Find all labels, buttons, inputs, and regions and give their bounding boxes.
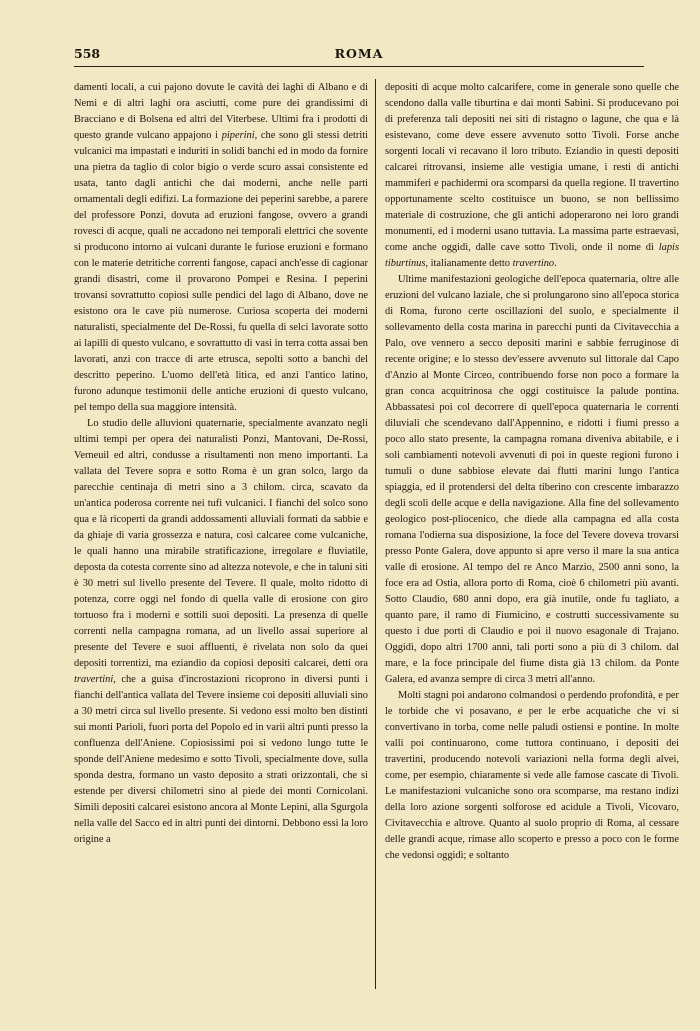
page-header bbox=[74, 46, 644, 66]
text-run: Lo studio delle alluvioni quaternarie, specialmente avanzato negli ultimi tempi per opera dei naturalisti Ponzi, Mantovani, De-Rossi, Verneuil ed altri, condusse a risultamenti non meno importanti. La vallata del Tevere sopra e sotto Roma è un gran solco, largo da parecchie centinaja di metri sino a 3 chilom. circa, scavato da un'antica poderosa corrente nei tufi vulcanici. I fianchi del solco sono qua e là ricoperti da grandi addossamenti alluviali formati da sabbie e da ghiaje di varia grossezza e natura, così calcaree come vulcaniche, le quali hanno una mirabile stratificazione, irregolare e fluviatile, deposta da cotesta corrente sino ad altezza notevole, e che in taluni siti è 30 metri sul livello presente del Tevere. Il quale, molto ridotto di potenza, corre oggi nel fondo di quella valle di erosione con giro tortuoso fra i moderni e sottili suoi depositi. La presenza di quelle correnti nella campagna romana, ad un livello assai superiore al presente del Tevere e suoi affluenti, è rivelata non solo da quei depositi torrentizi, ma eziandio da copiosi depositi calcarei, detti ora bbox=[74, 418, 368, 669]
paragraph bbox=[74, 416, 368, 848]
running-title: ROMA bbox=[334, 46, 384, 61]
left-text-column bbox=[74, 80, 368, 848]
text-run: . bbox=[554, 258, 557, 269]
text-run: , che sono gli stessi detriti vulcanici ma impastati e induriti in solidi banchi ed in modo da fornire una pietra da taglio di color bigio o verde scuro assai consistente ed usata, tanto dagli antichi che dai moderni, anche nelle parti ornamentali degli edifizi. La formazione dei peperini sarebbe, a parere del professore Ponzi, dovuta ad eruzioni fangose, ovvero a grandi rovesci di acque, quali ne accadono nei temporali elettrici che sovente si producono intorno ai vulcani durante le furiose eruzioni e formano con le materie detritiche correnti fangose, capaci anch'esse di cagionar grandi disastri, come il provarono Pompei e Resina. I peperini trovansi sovrattutto copiosi sulle pendici del lago di Albano, dove ne esistono ora le cave più numerose. Curiosa scoperta dei moderni naturalisti, specialmente del De-Rossi, fu quella di selci lavorate sotto ai lapilli di questo vulcano, e sovrattutto di vasi in terra cotta assai ben lavorati, anzi con tracce di arte etrusca, sepolti sotto a banchi del descritto peperino. L'uomo dell'età litica, ed anzi l'antico latino, furono adunque testimonii delle antiche eruzioni di questo vulcano, pel tempo della sua maggiore intensità. bbox=[74, 130, 368, 413]
text-run: depositi di acque molto calcarifere, come in generale sono quelle che scendono dalla valle tiburtina e dai monti Sabini. Si producevano poi di preferenza tali depositi nei siti di ristagno o lagune, che qua e là esistevano, come deve essere avvenuto sotto Tivoli. Forse anche sorgenti locali vi recavano il loro tributo. Eziandio in questi depositi calcarei ritrovansi, insieme alle vestigia umane, i resti di antichi mammiferi e pachidermi ora scomparsi da quella regione. Il travertino opportunamente scelto costituisce un buono, se non bellissimo materiale di costruzione, che gli antichi adoperarono nei loro grandi monumenti, ed i moderni usano tuttavia. La massima parte estraevasi, come anche oggidì, dalle cave sotto Tivoli, onde il nome di bbox=[385, 82, 679, 253]
text-run: Molti stagni poi andarono colmandosi o perdendo profondità, e per le torbide che vi posavano, e per le erbe acquatiche che vi si convertivano in torba, come nelle paludi ostiensi e pontine. In molte valli poi continuarono, come tuttora continuano, i depositi dei travertini, producendo notevoli variazioni nella forma degli alvei, come, per esempio, chiaramente si vede alle famose cascate di Tivoli. Le manifestazioni vulcaniche sono ora scomparse, ma restano indizi della loro azione sorgenti solforose ed acidule a Tivoli, Vicovaro, Civitavecchia e altrove. Quanto al suolo proprio di Roma, al cessare delle grandi acque, rimase allo scoperto e presso a poco con le forme che vedonsi oggidì; e soltanto bbox=[385, 690, 679, 861]
italic-term: travertino bbox=[512, 258, 555, 269]
paragraph-continuation bbox=[74, 80, 368, 416]
column-divider bbox=[375, 79, 376, 989]
italic-term: lapis tiburtinus bbox=[385, 242, 679, 269]
text-run: , italianamente detto bbox=[425, 258, 513, 269]
text-run: Ultime manifestazioni geologiche dell'epoca quaternaria, oltre alle eruzioni del vulcano laziale, che si prolungarono sino all'epoca storica di Roma, furono certe oscillazioni del suolo, e specialmente il sollevamento della costa marina in parecchi punti da Civitavecchia a Palo, ove vennero a secco depositi marini e sabbie ferruginose di recente origine; e lo stesso dev'essere avvenuto sul littorale dal Capo d'Anzio al Monte Circeo, contribuendo forse non poco a formare la gran conca acquitrinosa che oggi costituisce la palude pontina. Abbassatesi poi col decorrere di quell'epoca quaternaria le correnti diluviali che scendevano dall'Appennino, e ridotti i fiumi presso a poco allo stato presente, la campagna romana diveniva abitabile, e i soli cambiamenti notevoli avvenuti di poi in queste regioni furono i tumuli o dune sabbiose elevate dai flutti marini lungo l'antica spiaggia, ed il protendersi del delta tiberino con crescente imbarazzo degli scoli delle acque e della navigazione. Alla fine del sollevamento geologico post-pliocenico, che diede alla campagna ed alla costa romana l'odierna sua disposizione, la foce del Tevere doveva trovarsi presso Ponte Galera, dove appunto si apre verso il mare la sua antica valle di erosione. Al tempo del re Anco Marzio, 2500 anni sono, la foce era ad Ostia, allora porto di Roma, cioè 6 chilometri più avanti. Sotto Claudio, 680 anni dopo, era già inutile, onde fu tagliato, a quanto pare, il ramo di Fiumicino, e costrutti successivamente su questo i due porti di Claudio e poi il nuovo esagonale di Trajano. Oggidì, dopo altri 1700 anni, tali porti sono a più di 3 chilom. dal mare, e la foce principale del fiume dista già 13 chilom. da Ponte Galera, ed avanza sempre di circa 3 metri all'anno. bbox=[385, 274, 679, 685]
italic-term: travertini bbox=[74, 674, 114, 685]
paragraph bbox=[385, 272, 679, 688]
paragraph-continuation bbox=[385, 80, 679, 272]
header-rule bbox=[74, 66, 644, 67]
text-run: damenti locali, a cui pajono dovute le cavità dei laghi di Albano e di Nemi e di altri laghi ora asciutti, come pure dei grandissimi di Bracciano e di Bolsena ed altri del Viterbese. Ultimi fra i prodotti di questo grande vulcano appajono i bbox=[74, 82, 368, 141]
right-text-column bbox=[385, 80, 679, 864]
italic-term: piperini bbox=[221, 130, 255, 141]
page-number: 558 bbox=[74, 46, 101, 61]
text-run: , che a guisa d'incrostazioni ricoprono in diversi punti i fianchi dell'antica vallata del Tevere insieme coi depositi alluviali sino a 30 metri circa sul livello presente. Si vedono essi molto ben distinti sui monti Parioli, fuori porta del Popolo ed in varii altri punti presso la confluenza dell'Aniene. Copiosissimi poi si vedono lungo tutte le sponde dell'Aniene medesimo e sotto Tivoli, specialmente dove, sulla sponda destra, formano un vasto deposito a strati orizzontali, che si estende per diversi chilometri sino al piede dei monti Cornicolani. Simili depositi calcarei esistono ancora al Monte Lepini, alla Sgurgola nella valle del Sacco ed in altri punti dei dintorni. Debbono essi la loro origine a bbox=[74, 674, 368, 845]
paragraph bbox=[385, 688, 679, 864]
